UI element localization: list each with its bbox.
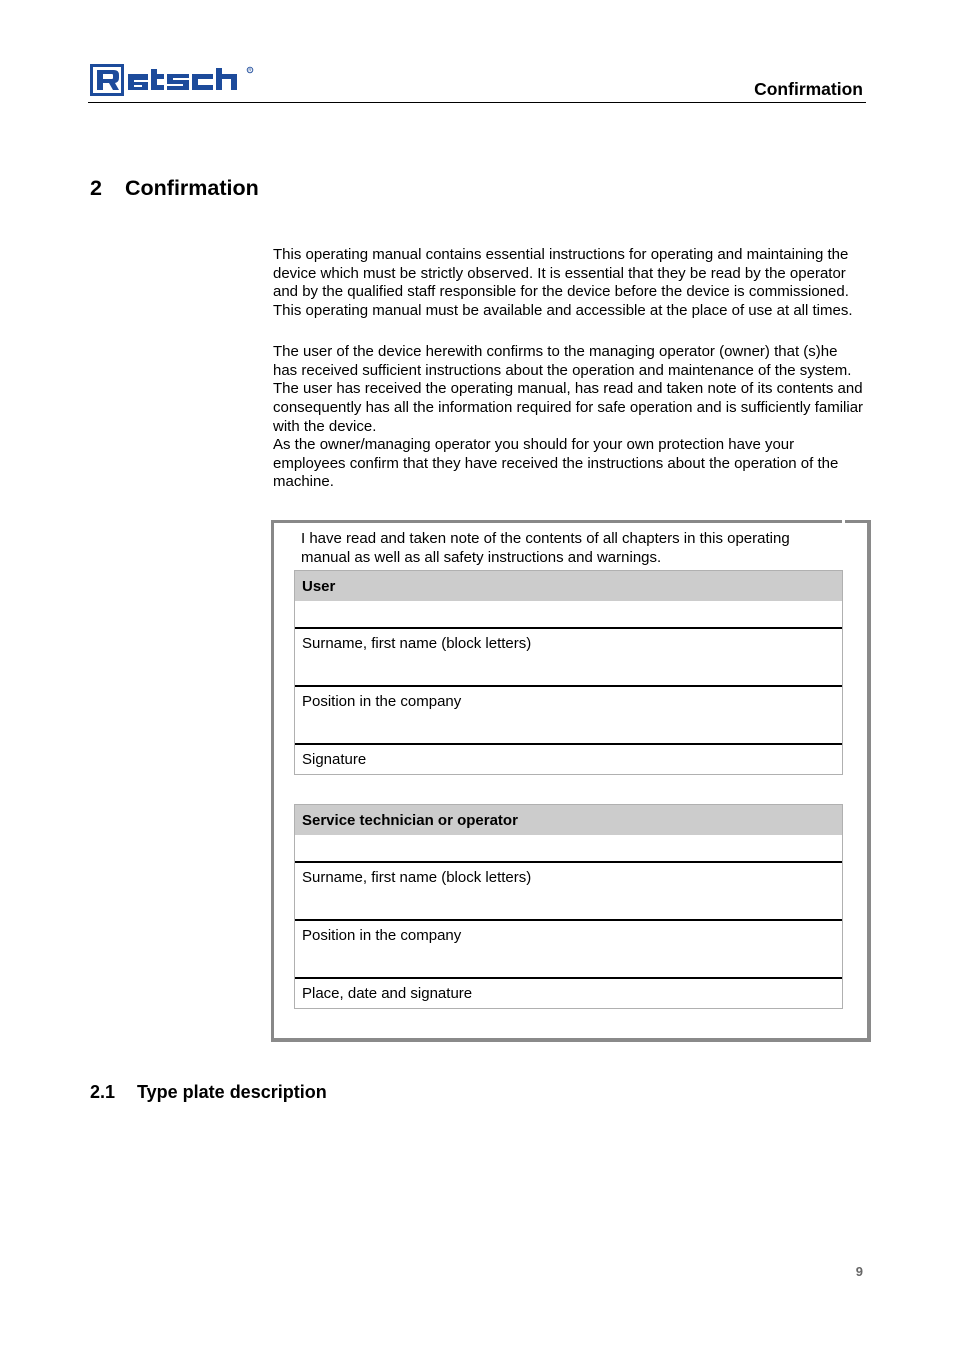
user-table-header: User — [295, 571, 842, 601]
subsection-number: 2.1 — [90, 1082, 116, 1102]
service-table-header: Service technician or operator — [295, 805, 842, 835]
header-section-title: Confirmation — [754, 79, 863, 99]
service-name-field[interactable] — [295, 835, 842, 863]
service-signature-table — [294, 804, 843, 1009]
svg-text:R: R — [248, 67, 252, 73]
user-name-label: Surname, first name (block letters) — [295, 629, 842, 687]
user-confirmation-paragraph: The user of the device herewith confirms to the managing operator (owner) that (s)he has received sufficient instructions about the operation and maintenance of the system. The user has received the operating manual, has read and taken note of its contents and consequently has all the information required for safe operation and is sufficiently familiar with the device. — [273, 343, 864, 435]
service-position-label: Position in the company — [295, 921, 842, 979]
subsection-title: Type plate description — [137, 1082, 327, 1102]
user-position-label: Position in the company — [295, 687, 842, 745]
confirmation-box — [271, 520, 871, 1042]
header-divider — [88, 102, 866, 103]
user-signature-label: Signature — [302, 751, 367, 768]
chapter-heading — [90, 176, 259, 201]
owner-advice-paragraph: As the owner/managing operator you should for your own protection have your employees confirm that they have received the instructions about the operation of the machine. — [273, 436, 839, 491]
chapter-number: 2 — [90, 176, 102, 200]
intro-paragraph: This operating manual contains essential instructions for operating and maintaining the device which must be strictly observed. It is essential that they be read by the operator and by the qualified staff responsible for the device before the device is commissioned. This operating manual must be available and accessible at the place of use at all times. — [273, 246, 853, 320]
user-signature-table — [294, 570, 843, 775]
subsection-heading — [90, 1082, 327, 1103]
page-number: 9 — [855, 1264, 863, 1279]
chapter-title: Confirmation — [125, 176, 259, 200]
service-signature-label: Place, date and signature — [302, 985, 473, 1002]
user-name-field[interactable] — [295, 601, 842, 629]
retsch-logo — [90, 62, 258, 98]
service-name-label: Surname, first name (block letters) — [295, 863, 842, 921]
confirmation-statement: I have read and taken note of the contents of all chapters in this operating manual as well as all safety instructions and warnings. — [301, 530, 790, 566]
